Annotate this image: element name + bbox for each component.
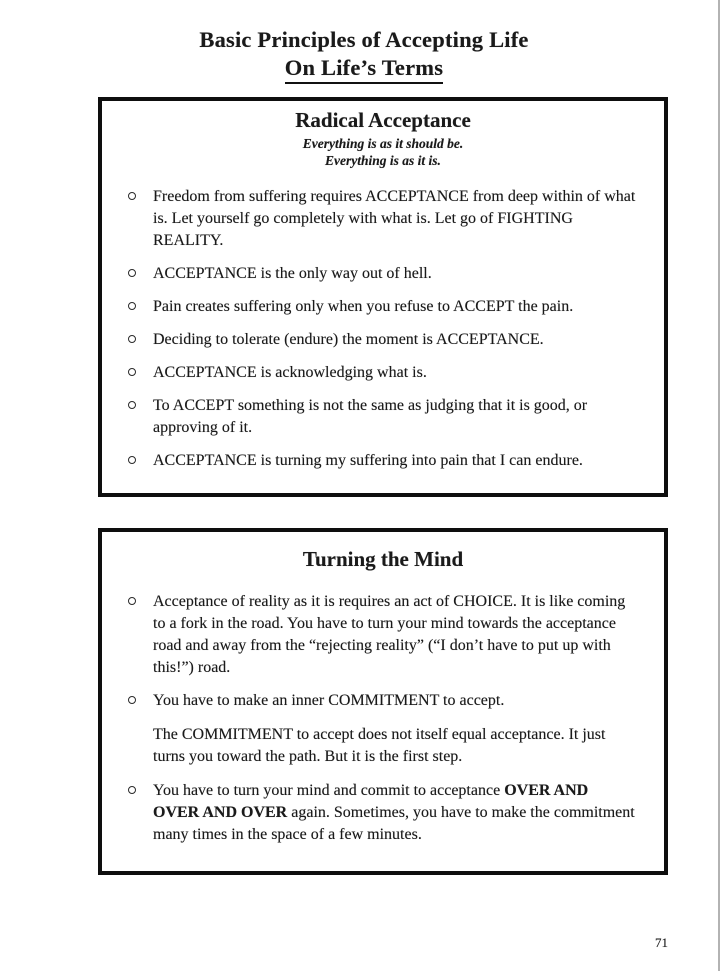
circle-bullet-icon — [128, 456, 136, 464]
subtitle-line2: Everything is as it is. — [325, 153, 441, 168]
circle-bullet-icon — [128, 368, 136, 376]
bullet-text: ACCEPTANCE is acknowledging what is. — [153, 364, 427, 381]
bullet-text: Deciding to tolerate (endure) the moment is ACCEPTANCE. — [153, 331, 544, 348]
circle-bullet-icon — [128, 335, 136, 343]
radical-acceptance-subtitle — [102, 135, 664, 169]
scan-edge-line — [718, 0, 720, 971]
radical-acceptance-bullet-list — [102, 186, 664, 472]
list-item — [128, 186, 638, 252]
circle-bullet-icon — [128, 786, 136, 794]
bullet-text: ACCEPTANCE is turning my suffering into pain that I can endure. — [153, 452, 583, 469]
circle-bullet-icon — [128, 269, 136, 277]
turning-the-mind-title: Turning the Mind — [302, 547, 464, 571]
list-item — [128, 591, 638, 679]
page-title-line2: On Life’s Terms — [285, 54, 443, 84]
radical-acceptance-section — [98, 97, 668, 497]
bullet-text — [153, 780, 638, 846]
circle-bullet-icon — [128, 401, 136, 409]
bullet-text-bold: OVER AND OVER AND OVER — [153, 782, 589, 821]
bullet-text: To ACCEPT something is not the same as judging that it is good, or approving of it. — [153, 397, 588, 436]
circle-bullet-icon — [128, 597, 136, 605]
list-item — [128, 780, 638, 846]
subtitle-line1: Everything is as it should be. — [302, 136, 464, 151]
circle-bullet-icon — [128, 696, 136, 704]
bullet-text: Pain creates suffering only when you refuse to ACCEPT the pain. — [153, 298, 574, 315]
page-title-line1: Basic Principles of Accepting Life — [199, 27, 529, 52]
commitment-note-paragraph: The COMMITMENT to accept does not itself equal acceptance. It just turns you toward the path. But it is the first step. — [153, 726, 606, 765]
bullet-text: You have to make an inner COMMITMENT to accept. — [153, 692, 505, 709]
list-item — [128, 395, 638, 439]
bullet-text-post: again. Sometimes, you have to make the commitment many times in the space of a few minutes. — [153, 804, 635, 843]
turning-the-mind-bullet-list-2 — [102, 780, 664, 846]
circle-bullet-icon — [128, 192, 136, 200]
bullet-text: Acceptance of reality as it is requires an act of CHOICE. It is like coming to a fork in the road. You have to turn your mind towards the acceptance road and away from the “rejecting reality” (“I don’t have to put up with this!”) road. — [153, 593, 626, 676]
list-item — [128, 362, 638, 384]
bullet-text: Freedom from suffering requires ACCEPTANCE from deep within of what is. Let yourself go completely with what is. Let go of FIGHTING REALITY. — [153, 188, 636, 249]
turning-the-mind-bullet-list — [102, 591, 664, 712]
page-title — [0, 26, 728, 84]
bullet-text-pre: You have to turn your mind and commit to acceptance — [153, 782, 505, 799]
list-item — [128, 296, 638, 318]
circle-bullet-icon — [128, 302, 136, 310]
list-item — [128, 690, 638, 712]
list-item — [128, 329, 638, 351]
bullet-text: ACCEPTANCE is the only way out of hell. — [153, 265, 432, 282]
turning-the-mind-section — [98, 528, 668, 875]
radical-acceptance-title: Radical Acceptance — [295, 108, 471, 132]
list-item — [128, 263, 638, 285]
list-item — [128, 450, 638, 472]
page-number: 71 — [655, 935, 668, 950]
